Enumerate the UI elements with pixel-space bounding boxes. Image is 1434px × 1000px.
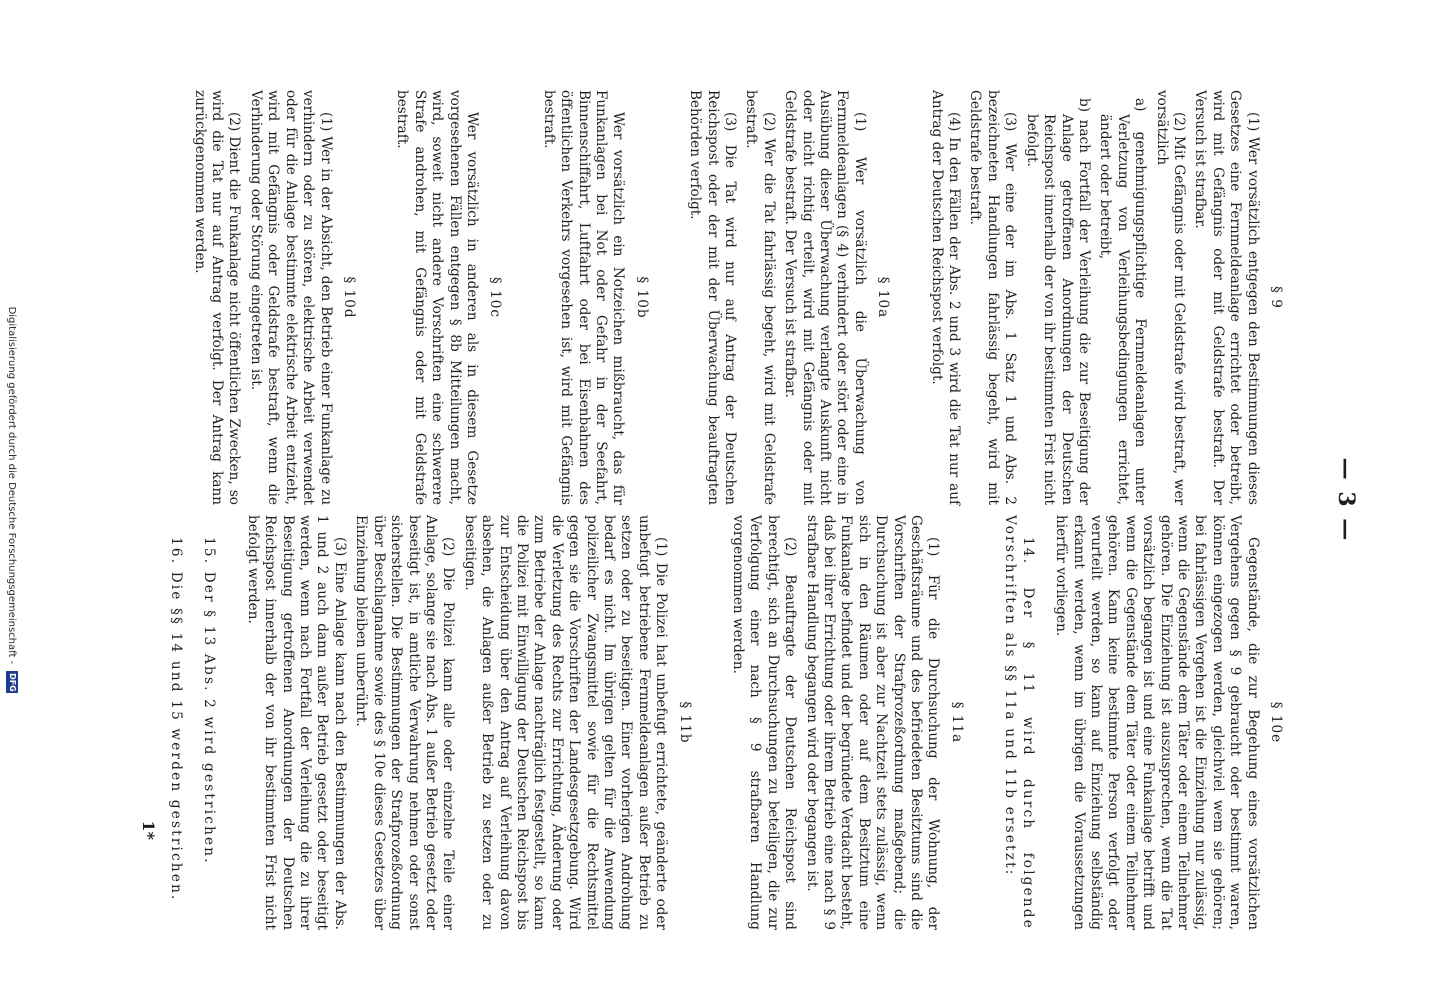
paragraph: Wer vorsätzlich in anderen als in diesem Gesetze vorgesehenen Fällen entgegen § 8b Mitteilungen macht, wird, soweit nicht andere Vorschriften eine schwerere Strafe androhen, mit Gefängnis oder mit Geldstrafe bestraft. xyxy=(394,90,480,505)
paragraph: Gegenstände, die zur Begehung eines vorsätzlichen Vergehens gegen § 9 gebraucht oder bestimmt waren, können eingezogen werden, gleichviel wem sie gehören; bei fahrlässigen Vergehen ist die Einziehung nur zulässig, wenn die Gegenstände dem Täter oder einem Teilnehmer gehören. Die Einziehung ist auszusprechen, wenn die Tat vorsätzlich begangen ist und eine Funkanlage betrifft und wenn die Gegenstände dem Täter oder einem Teilnehmer gehören. Kann keine bestimmte Person verfolgt oder verurteilt werden, so kann auf Einziehung selbständig erkannt werden, wenn im übrigen die Voraussetzungen hierfür vorliegen. xyxy=(1053,515,1261,930)
right-column xyxy=(139,515,1284,930)
amendment-16: 16. Die §§ 14 und 15 werden gestrichen. xyxy=(168,537,185,902)
section-heading-10a: § 10a xyxy=(875,276,892,319)
page-number: — 3 — xyxy=(1333,457,1359,543)
sheet-signature-mark: 1* xyxy=(138,820,158,840)
list-item: b) nach Fortfall der Verleihung die zur Beseitigung der Anlage getroffenen Anordnungen der Deutschen Reichspost innerhalb der von ihr bestimmten Frist nicht befolgt. xyxy=(1023,98,1092,505)
paragraph: (3) Die Tat wird nur auf Antrag der Deutschen Reichspost oder der mit der Überwachung beauftragten Behörden verfolgt. xyxy=(687,90,739,505)
section-heading-10e: § 10e xyxy=(1268,701,1284,744)
section-heading-11a: § 11a xyxy=(948,701,965,744)
paragraph: (3) Wer eine der im Abs. 1 Satz 1 und Abs. 2 bezeichneten Handlungen fahrlässig begeht, wird mit Geldstrafe bestraft. xyxy=(967,90,1019,505)
amendment-15: 15. Der § 13 Abs. 2 wird gestrichen. xyxy=(201,537,218,865)
paragraph: (1) Wer in der Absicht, den Betrieb einer Funkanlage zu verhindern oder zu stören, elektrische Arbeit verwendet oder für die Anlage bestimmte elektrische Arbeit entzieht, wird mit Gefängnis oder Geldstrafe bestraft, wenn die Verhinderung oder Störung eingetreten ist. xyxy=(247,90,334,505)
paragraph: (4) In den Fällen der Abs. 2 und 3 wird die Tat nur auf Antrag der Deutschen Reichspost verfolgt. xyxy=(928,90,963,505)
paragraph: (2) Beauftragte der Deutschen Reichspost sind berechtigt, sich an Durchsuchungen zu beteiligen, die zur Verfolgung einer nach § 9 strafbaren Handlung vorgenommen werden. xyxy=(730,515,799,930)
paragraph: (1) Wer vorsätzlich die Überwachung von Fernmeldeanlagen (§ 4) verhindert oder stört oder eine in Ausübung dieser Überwachung verlangte Auskunft nicht oder nicht richtig erteilt, wird mit Gefängnis oder mit Geldstrafe bestraft. Der Versuch ist strafbar. xyxy=(782,90,868,505)
list-item: a) genehmigungspflichtige Fernmeldeanlagen unter Verletzung von Verleihungsbedingungen errichtet, ändert oder betreibt, xyxy=(1097,98,1149,505)
paragraph: Wer vorsätzlich ein Notzeichen mißbraucht, das für Funkanlagen bei Not oder Gefahr in der Seefahrt, Binnenschiffahrt, Luftfahrt oder bei Eisenbahnen des öffentlichen Verkehrs vorgesehen ist, wird mit Gefängnis bestraft. xyxy=(540,90,627,505)
section-heading-10b: § 10b xyxy=(633,276,650,319)
credit-text: Digitalisierung gefördert durch die Deutsche Forschungsgemeinschaft - xyxy=(6,306,17,665)
section-heading-11b: § 11b xyxy=(676,701,693,744)
section-heading-9: § 9 xyxy=(1268,286,1284,309)
paragraph: (1) Wer vorsätzlich entgegen den Bestimmungen dieses Gesetzes eine Fernmeldeanlage errichtet oder betreibt, wird mit Gefängnis oder mit Geldstrafe bestraft. Der Versuch ist strafbar. xyxy=(1192,90,1261,505)
paragraph: (1) Für die Durchsuchung der Wohnung, der Geschäftsräume und des befriedeten Besitztums sind die Vorschriften der Strafprozeßordnung maßgebend; die Durchsuchung ist aber zur Nachtzeit stets zulässig, wenn sich in den Räumen oder auf dem Besitztum eine Funkanlage befindet und der begründete Verdacht besteht, daß bei ihrer Errichtung oder ihrem Betrieb eine nach § 9 strafbare Handlung begangen wird oder begangen ist. xyxy=(803,515,942,930)
paragraph: (1) Die Polizei hat unbefugt errichtete, geänderte oder unbefugt betriebene Fernmeldeanlagen außer Betrieb zu setzen oder zu beseitigen. Einer vorherigen Androhung bedarf es nicht. Im übrigen gelten für die Anwendung polizeilicher Zwangsmittel sowie für die Rechtsmittel gegen sie die Vorschriften der Landesgesetzgebung. Wird die Verletzung des Rechts zur Errichtung, Änderung oder zum Betriebe der Anlage nachträglich festgestellt, so kann die Polizei mit Einwilligung der Deutschen Reichspost bis zur Entscheidung über den Antrag auf Verleihung davon absehen, die Anlagen außer Betrieb zu setzen oder zu beseitigen. xyxy=(461,515,670,930)
paragraph: (2) Dient die Funkanlage nicht öffentlichen Zwecken, so wird die Tat nur auf Antrag verfolgt. Der Antrag kann zurückgenommen werden. xyxy=(191,90,243,505)
amendment-14: 14. Der § 11 wird durch folgende Vorschriften als §§ 11a und 11b ersetzt: xyxy=(1002,515,1036,930)
paragraph: (2) Wer die Tat fahrlässig begeht, wird mit Geldstrafe bestraft. xyxy=(743,90,777,505)
dfg-logo-icon: DFG xyxy=(8,673,17,692)
section-heading-10d: § 10d xyxy=(340,276,357,319)
paragraph: (2) Die Polizei kann alle oder einzelne Teile einer Anlage, solange sie nach Abs. 1 außer Betrieb gesetzt oder beseitigt ist, in amtliche Verwahrung nehmen oder sonst sicherstellen. Die Bestimmungen der Strafprozeßordnung über Beschlagnahme sowie des § 10e dieses Gesetzes über Einziehung bleiben unberührt. xyxy=(353,515,457,930)
left-column xyxy=(186,90,1284,505)
paragraph: (3) Eine Anlage kann nach den Bestimmungen der Abs. 1 und 2 auch dann außer Betrieb gesetzt oder beseitigt werden, wenn nach Fortfall der Verleihung die zu ihrer Beseitigung getroffenen Anordnungen der Deutschen Reichspost innerhalb der von ihr bestimmten Frist nicht befolgt werden. xyxy=(244,515,348,930)
digitization-credit xyxy=(6,0,18,1000)
paragraph: (2) Mit Gefängnis oder mit Geldstrafe wird bestraft, wer vorsätzlich xyxy=(1153,90,1187,505)
section-heading-10c: § 10c xyxy=(487,276,504,319)
